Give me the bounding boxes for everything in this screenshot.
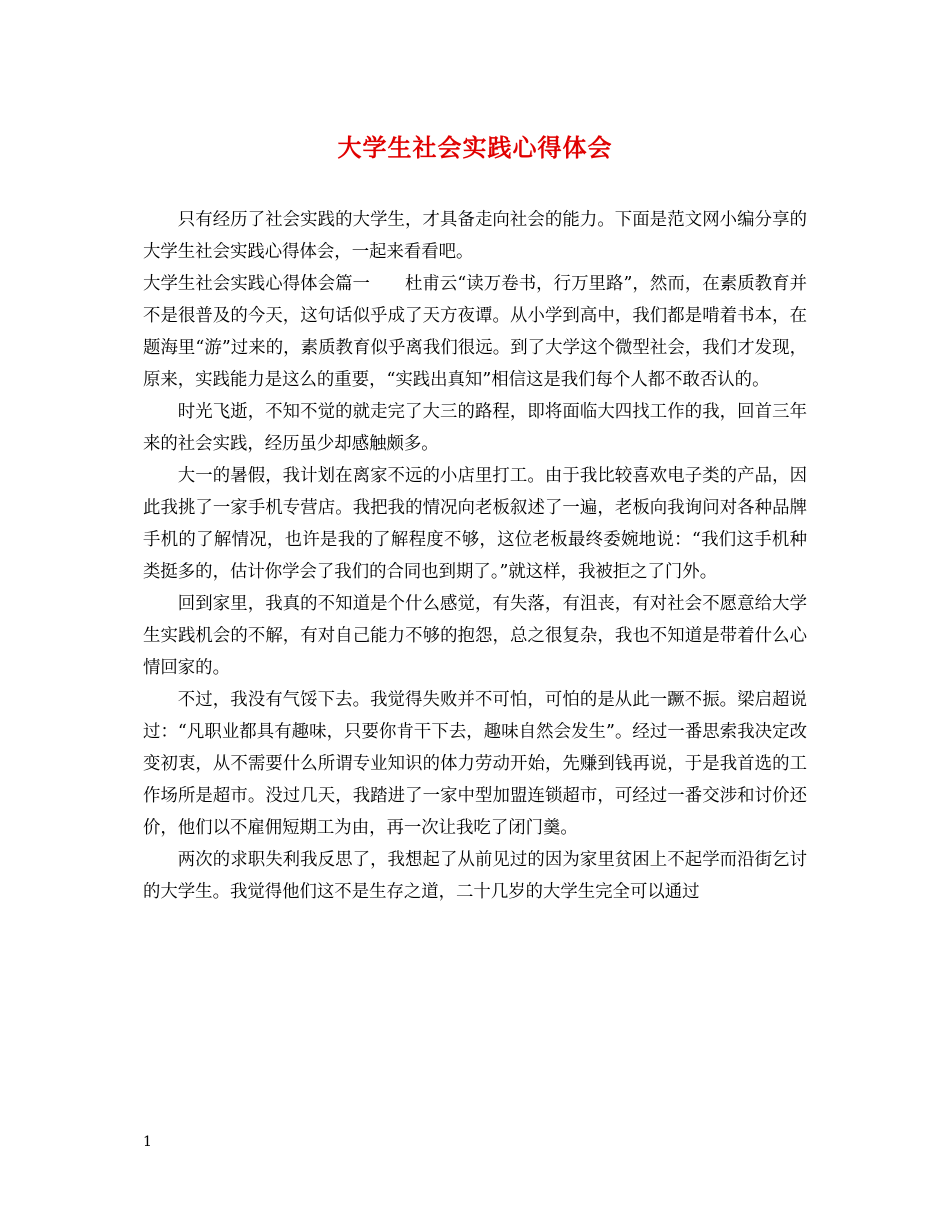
paragraph-back-home: 回到家里，我真的不知道是个什么感觉，有失落，有沮丧，有对社会不愿意给大学生实践机会的不解，有对自己能力不够的抱怨，总之很复杂，我也不知道是带着什么心情回家的。	[143, 594, 807, 678]
paragraph-intro: 只有经历了社会实践的大学生，才具备走向社会的能力。下面是范文网小编分享的大学生社会实践心得体会，一起来看看吧。	[143, 210, 807, 262]
document-body	[143, 204, 807, 908]
paragraph-first-summer: 大一的暑假，我计划在离家不远的小店里打工。由于我比较喜欢电子类的产品，因此我挑了一家手机专营店。我把我的情况向老板叙述了一遍，老板向我询问对各种品牌手机的了解情况，也许是我的了解程度不够，这位老板最终委婉地说：“我们这手机种类挺多的，估计你学会了我们的合同也到期了。”就这样，我被拒之了门外。	[143, 466, 807, 582]
paragraph-not-discouraged: 不过，我没有气馁下去。我觉得失败并不可怕，可怕的是从此一蹶不振。梁启超说过：“凡职业都具有趣味，只要你肯干下去，趣味自然会发生”。经过一番思索我决定改变初衷，从不需要什么所谓专业知识的体力劳动开始，先赚到钱再说，于是我首选的工作场所是超市。没过几天，我踏进了一家中型加盟连锁超市，可经过一番交涉和讨价还价，他们以不雇佣短期工为由，再一次让我吃了闭门羹。	[143, 690, 807, 838]
paragraph-reflection: 两次的求职失利我反思了，我想起了从前见过的因为家里贫困上不起学而沿街乞讨的大学生。我觉得他们这不是生存之道，二十几岁的大学生完全可以通过	[143, 850, 807, 902]
paragraph-section-one: 大学生社会实践心得体会篇一 杜甫云“读万卷书，行万里路”，然而，在素质教育并不是很普及的今天，这句话似乎成了天方夜谭。从小学到高中，我们都是啃着书本，在题海里“游”过来的，素质教育似乎离我们很远。到了大学这个微型社会，我们才发现，原来，实践能力是这么的重要，“实践出真知”相信这是我们每个人都不敢否认的。	[143, 274, 807, 390]
document-title: 大学生社会实践心得体会	[337, 133, 613, 162]
paragraph-time-flies: 时光飞逝，不知不觉的就走完了大三的路程，即将面临大四找工作的我，回首三年来的社会实践，经历虽少却感触颇多。	[143, 402, 807, 454]
page-number: 1	[143, 1134, 152, 1150]
